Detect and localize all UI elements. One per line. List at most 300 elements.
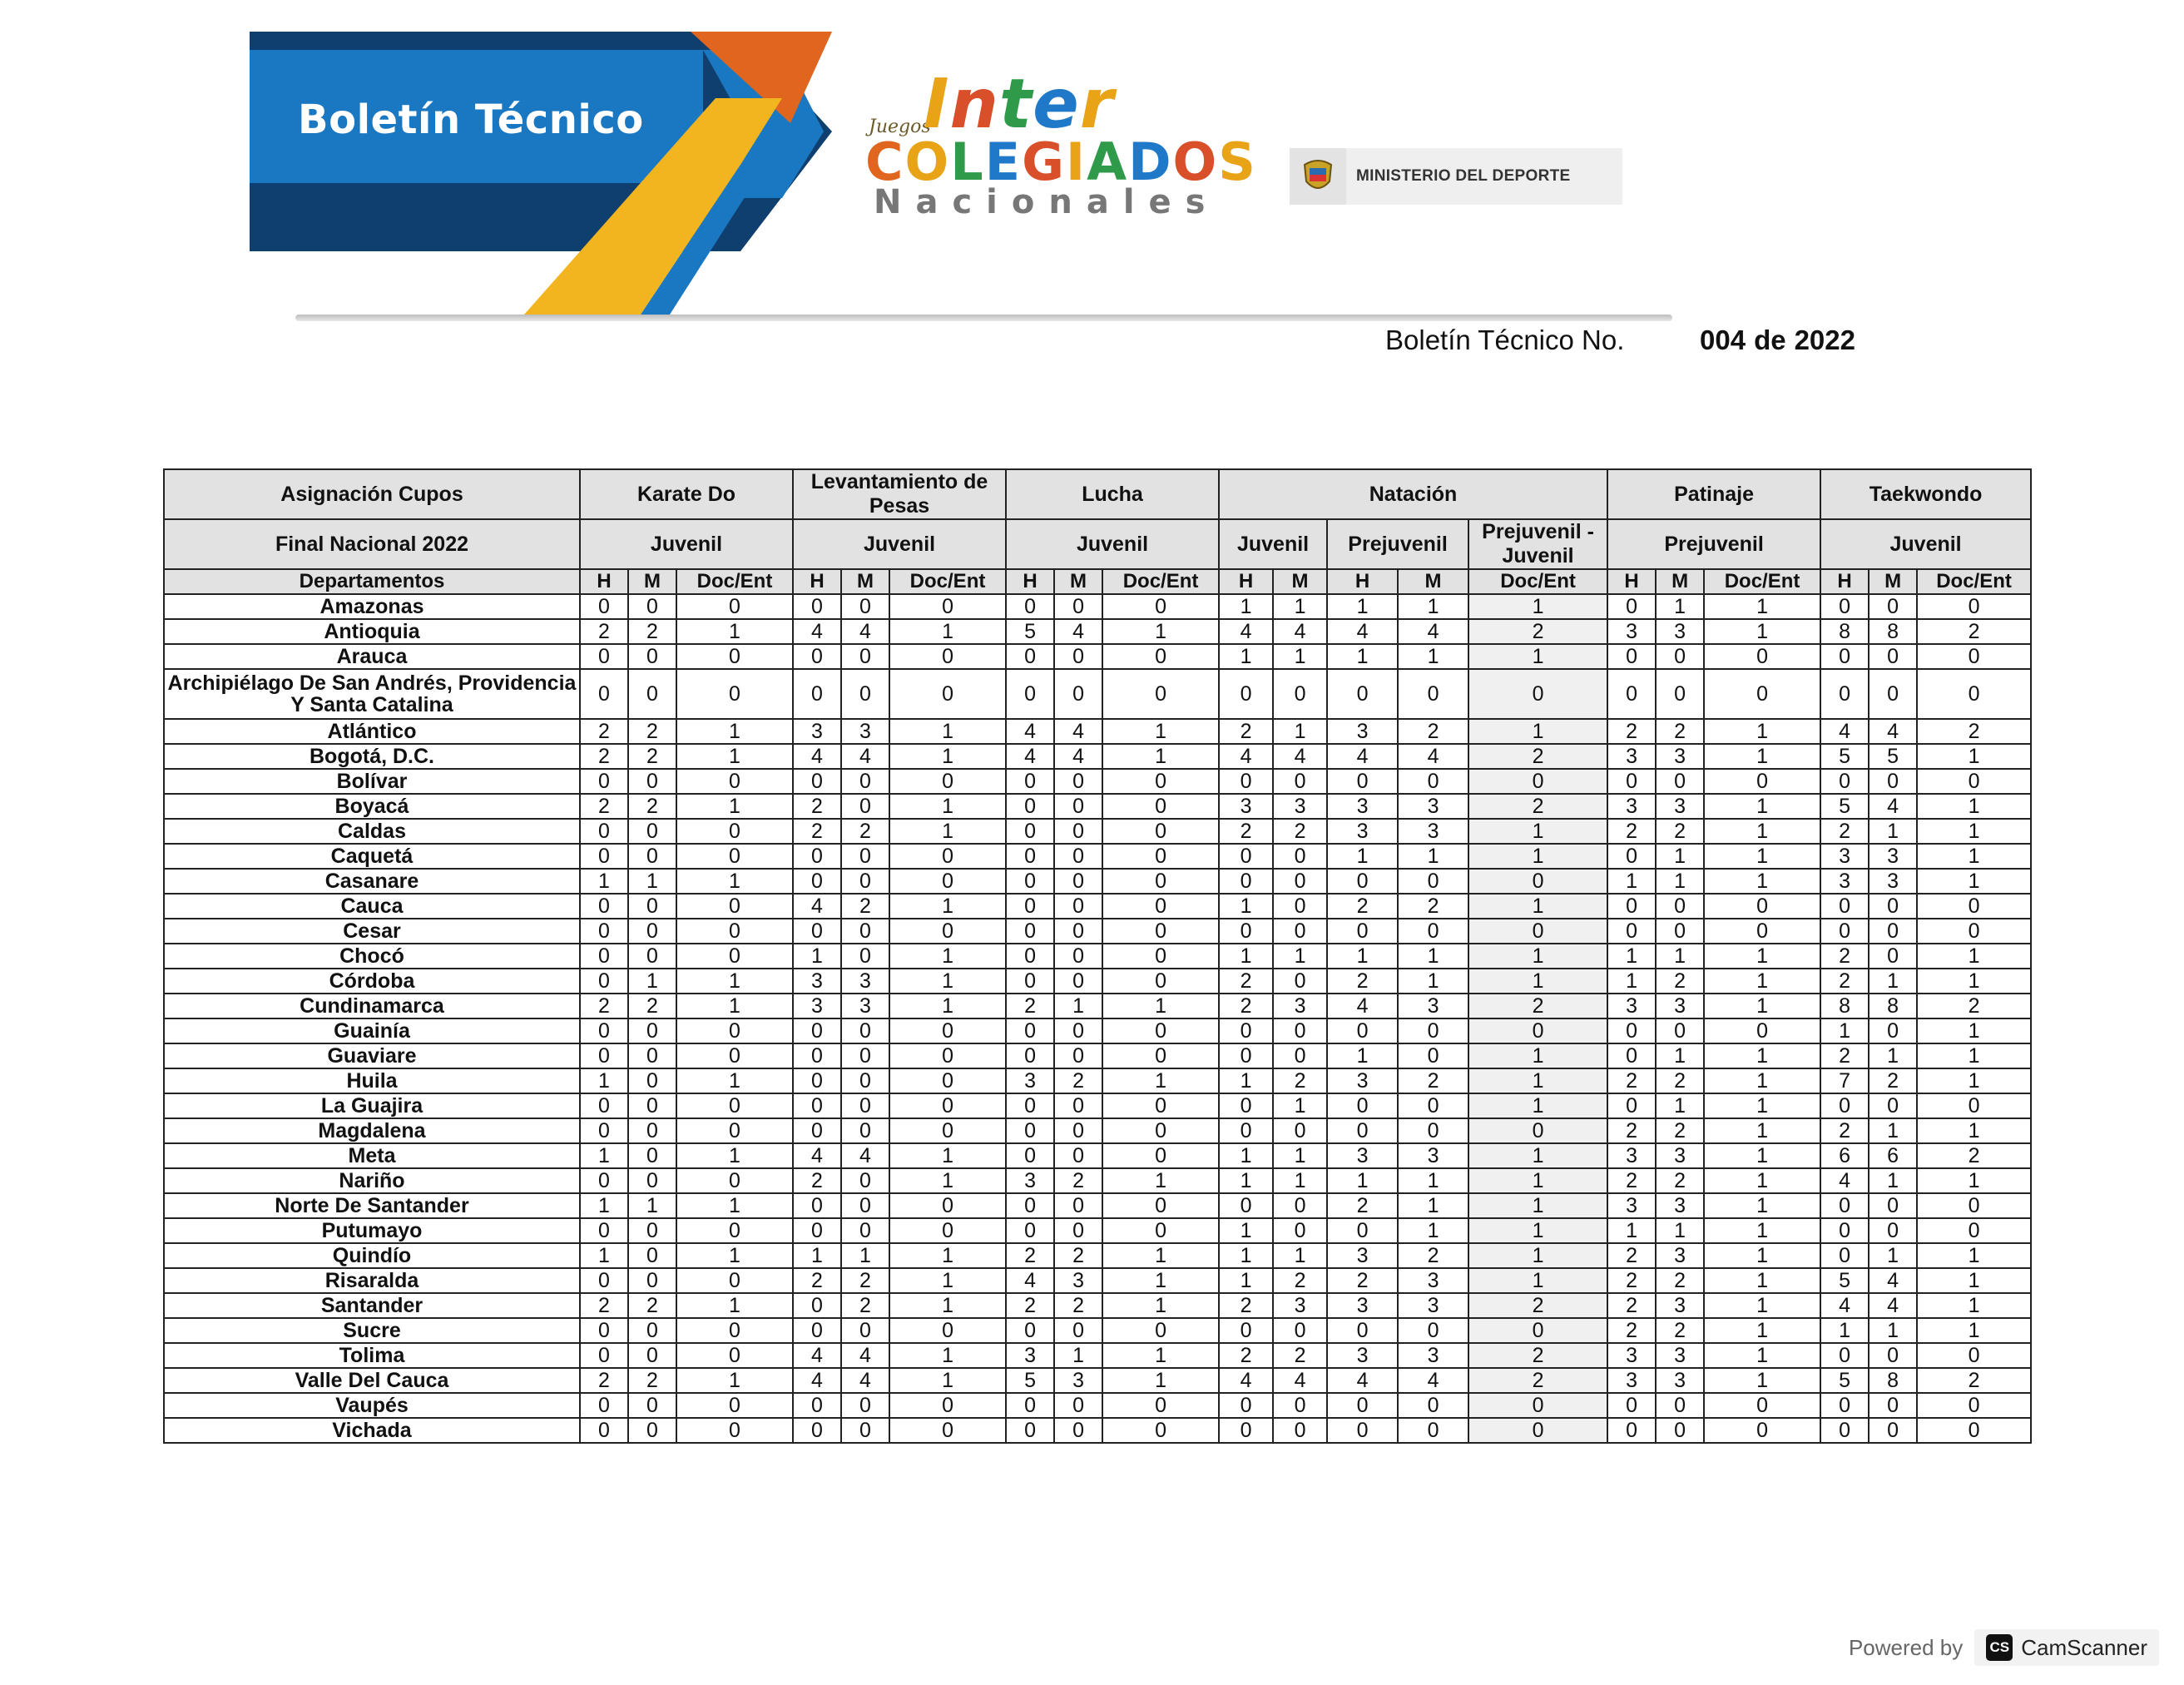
quota-cell: 1	[889, 1268, 1006, 1293]
logo-inter-text: Inter	[924, 65, 1115, 144]
quota-cell: 0	[1398, 669, 1468, 719]
quota-cell: 0	[1327, 1093, 1398, 1118]
category-levantamiento: Juvenil	[793, 519, 1006, 569]
quota-cell: 0	[889, 1218, 1006, 1243]
quota-cell: 0	[1006, 769, 1054, 794]
quota-cell: 0	[793, 1093, 841, 1118]
quota-cell: 0	[841, 1218, 889, 1243]
table-row	[164, 1168, 2031, 1193]
quota-cell: 1	[1917, 1268, 2031, 1293]
header-taekwondo: Taekwondo	[1820, 469, 2031, 519]
quota-cell: 2	[628, 1368, 676, 1393]
sub-m: M	[1273, 569, 1327, 594]
quota-cell: 4	[1273, 1368, 1327, 1393]
quota-cell: 3	[1869, 869, 1917, 894]
quota-cell: 1	[1219, 1168, 1273, 1193]
quota-cell: 0	[1820, 1218, 1869, 1243]
department-name: Guainía	[164, 1018, 580, 1043]
quota-cell: 3	[1006, 1168, 1054, 1193]
quota-cell: 1	[676, 1293, 793, 1318]
quota-cell: 1	[1917, 819, 2031, 844]
quota-cell: 0	[628, 1118, 676, 1143]
quota-cell: 0	[1820, 594, 1869, 619]
table-row	[164, 994, 2031, 1018]
quota-cell: 2	[1607, 1068, 1656, 1093]
quota-cell: 3	[1006, 1343, 1054, 1368]
quota-cell: 1	[1219, 1243, 1273, 1268]
quota-cell: 0	[1820, 1393, 1869, 1418]
quota-cell: 0	[1398, 1043, 1468, 1068]
quota-cell: 1	[1273, 1243, 1327, 1268]
quota-cell: 1	[1468, 819, 1607, 844]
quota-cell: 0	[1468, 1393, 1607, 1418]
quota-cell: 1	[1398, 969, 1468, 994]
quota-cell: 0	[1820, 1093, 1869, 1118]
quota-cell: 2	[841, 1268, 889, 1293]
quota-cell: 1	[1704, 869, 1820, 894]
quota-cell: 1	[1398, 594, 1468, 619]
quota-cell: 2	[793, 794, 841, 819]
allocation-table-body	[164, 594, 2031, 1443]
quota-cell: 0	[1917, 1218, 2031, 1243]
quota-cell: 0	[628, 1093, 676, 1118]
department-name: Casanare	[164, 869, 580, 894]
intercolegiados-logo	[865, 65, 1257, 231]
quota-cell: 0	[1869, 1218, 1917, 1243]
quota-cell: 1	[580, 1143, 628, 1168]
quota-cell: 0	[676, 1218, 793, 1243]
quota-cell: 0	[1820, 919, 1869, 944]
quota-cell: 1	[1917, 744, 2031, 769]
quota-cell: 2	[1656, 1268, 1704, 1293]
department-name: Risaralda	[164, 1268, 580, 1293]
quota-cell: 0	[580, 819, 628, 844]
quota-cell: 1	[1704, 819, 1820, 844]
quota-cell: 0	[1820, 1193, 1869, 1218]
logo-juegos-text: Juegos	[869, 116, 931, 137]
quota-cell: 1	[1704, 1143, 1820, 1168]
quota-cell: 2	[1398, 719, 1468, 744]
quota-cell: 0	[580, 1268, 628, 1293]
quota-cell: 0	[841, 869, 889, 894]
quota-cell: 1	[1917, 869, 2031, 894]
quota-cell: 2	[628, 719, 676, 744]
table-row	[164, 844, 2031, 869]
quota-cell: 2	[1917, 994, 2031, 1018]
quota-cell: 5	[1006, 619, 1054, 644]
quota-cell: 1	[1917, 844, 2031, 869]
quota-cell: 0	[676, 669, 793, 719]
quota-cell: 0	[1917, 644, 2031, 669]
quota-cell: 0	[1102, 769, 1219, 794]
quota-cell: 0	[1102, 969, 1219, 994]
quota-cell: 0	[1273, 969, 1327, 994]
quota-cell: 1	[1917, 794, 2031, 819]
header-asignacion-cupos: Asignación Cupos	[164, 469, 580, 519]
quota-cell: 1	[1656, 1218, 1704, 1243]
quota-cell: 0	[628, 894, 676, 919]
quota-cell: 0	[1656, 894, 1704, 919]
quota-cell: 0	[1607, 1093, 1656, 1118]
table-row	[164, 1268, 2031, 1293]
header-levantamiento-pesas: Levantamiento de Pesas	[793, 469, 1006, 519]
quota-cell: 0	[1219, 1318, 1273, 1343]
quota-cell: 8	[1820, 994, 1869, 1018]
department-name: Guaviare	[164, 1043, 580, 1068]
quota-cell: 1	[1468, 1193, 1607, 1218]
quota-cell: 0	[889, 1318, 1006, 1343]
quota-cell: 1	[1656, 844, 1704, 869]
quota-cell: 1	[1102, 1243, 1219, 1268]
header-divider	[295, 315, 1672, 321]
quota-cell: 0	[1607, 644, 1656, 669]
department-name: Magdalena	[164, 1118, 580, 1143]
table-row	[164, 1368, 2031, 1393]
quota-cell: 3	[1607, 794, 1656, 819]
quota-cell: 3	[793, 719, 841, 744]
quota-cell: 0	[1219, 1043, 1273, 1068]
quota-cell: 1	[1327, 594, 1398, 619]
quota-cell: 0	[580, 1043, 628, 1068]
quota-cell: 0	[1327, 1418, 1398, 1443]
quota-cell: 0	[1607, 894, 1656, 919]
table-row	[164, 869, 2031, 894]
quota-cell: 0	[676, 1168, 793, 1193]
quota-cell: 2	[841, 1293, 889, 1318]
quota-cell: 0	[793, 1118, 841, 1143]
department-name: Cundinamarca	[164, 994, 580, 1018]
quota-cell: 1	[889, 894, 1006, 919]
quota-cell: 0	[793, 1393, 841, 1418]
quota-cell: 0	[1006, 844, 1054, 869]
boletin-banner	[250, 32, 840, 315]
quota-cell: 0	[1006, 1393, 1054, 1418]
quota-cell: 0	[1054, 1218, 1102, 1243]
quota-cell: 1	[1704, 969, 1820, 994]
quota-cell: 1	[1468, 594, 1607, 619]
quota-cell: 0	[628, 669, 676, 719]
quota-cell: 1	[1704, 744, 1820, 769]
quota-cell: 0	[793, 1218, 841, 1243]
quota-cell: 0	[1917, 894, 2031, 919]
category-lucha: Juvenil	[1006, 519, 1219, 569]
quota-cell: 3	[1398, 1143, 1468, 1168]
quota-cell: 2	[1820, 1118, 1869, 1143]
quota-cell: 1	[1869, 819, 1917, 844]
header-natacion: Natación	[1219, 469, 1607, 519]
quota-cell: 3	[1054, 1368, 1102, 1393]
quota-cell: 0	[1006, 869, 1054, 894]
category-karate: Juvenil	[580, 519, 793, 569]
quota-cell: 4	[1820, 1293, 1869, 1318]
header-karate-do: Karate Do	[580, 469, 793, 519]
quota-cell: 1	[676, 1243, 793, 1268]
department-name: Vichada	[164, 1418, 580, 1443]
quota-cell: 3	[1820, 844, 1869, 869]
quota-cell: 1	[1704, 594, 1820, 619]
department-name: Nariño	[164, 1168, 580, 1193]
department-name: Huila	[164, 1068, 580, 1093]
quota-cell: 4	[793, 619, 841, 644]
sub-doc: Doc/Ent	[1102, 569, 1219, 594]
quota-cell: 1	[1468, 844, 1607, 869]
department-name: Vaupés	[164, 1393, 580, 1418]
quota-cell: 0	[1006, 1093, 1054, 1118]
quota-cell: 1	[1219, 944, 1273, 969]
quota-cell: 1	[676, 994, 793, 1018]
quota-cell: 4	[1219, 744, 1273, 769]
department-name: Norte De Santander	[164, 1193, 580, 1218]
department-name: Antioquia	[164, 619, 580, 644]
quota-cell: 2	[1468, 1293, 1607, 1318]
quota-cell: 0	[580, 1093, 628, 1118]
quota-cell: 0	[841, 769, 889, 794]
allocation-table-wrapper	[163, 468, 2032, 1444]
department-name: La Guajira	[164, 1093, 580, 1118]
quota-cell: 1	[1656, 869, 1704, 894]
quota-cell: 2	[1054, 1168, 1102, 1193]
quota-cell: 0	[628, 1218, 676, 1243]
quota-cell: 1	[1704, 944, 1820, 969]
quota-cell: 1	[889, 744, 1006, 769]
quota-cell: 0	[1054, 1418, 1102, 1443]
table-row	[164, 669, 2031, 719]
quota-cell: 0	[628, 944, 676, 969]
quota-cell: 2	[1219, 969, 1273, 994]
quota-cell: 0	[1006, 944, 1054, 969]
table-row	[164, 1393, 2031, 1418]
quota-cell: 1	[1607, 1218, 1656, 1243]
sub-doc: Doc/Ent	[1468, 569, 1607, 594]
quota-cell: 0	[793, 594, 841, 619]
quota-cell: 0	[1219, 669, 1273, 719]
quota-cell: 0	[1054, 644, 1102, 669]
quota-cell: 0	[1656, 1018, 1704, 1043]
table-row	[164, 919, 2031, 944]
header-departamentos: Departamentos	[164, 569, 580, 594]
quota-cell: 0	[793, 1193, 841, 1218]
quota-cell: 2	[1219, 819, 1273, 844]
quota-cell: 2	[1468, 794, 1607, 819]
quota-cell: 5	[1820, 1268, 1869, 1293]
quota-cell: 0	[1273, 844, 1327, 869]
department-name: Valle Del Cauca	[164, 1368, 580, 1393]
quota-cell: 1	[889, 794, 1006, 819]
quota-cell: 1	[1704, 1343, 1820, 1368]
quota-cell: 3	[1327, 1143, 1398, 1168]
quota-cell: 0	[841, 944, 889, 969]
category-natacion-prejuvenil: Prejuvenil	[1327, 519, 1468, 569]
quota-cell: 1	[889, 994, 1006, 1018]
quota-cell: 3	[1656, 794, 1704, 819]
quota-cell: 0	[628, 1143, 676, 1168]
quota-cell: 0	[1054, 919, 1102, 944]
quota-cell: 0	[1468, 919, 1607, 944]
quota-cell: 1	[1102, 1293, 1219, 1318]
quota-cell: 0	[889, 919, 1006, 944]
quota-cell: 0	[1869, 1343, 1917, 1368]
quota-cell: 1	[1656, 1043, 1704, 1068]
quota-cell: 0	[1327, 1318, 1398, 1343]
quota-cell: 3	[1607, 1143, 1656, 1168]
quota-cell: 1	[1398, 644, 1468, 669]
quota-cell: 1	[1917, 1318, 2031, 1343]
quota-cell: 1	[1607, 869, 1656, 894]
quota-cell: 0	[1820, 669, 1869, 719]
quota-cell: 0	[1820, 894, 1869, 919]
quota-cell: 3	[1327, 1243, 1398, 1268]
quota-cell: 0	[1006, 1143, 1054, 1168]
quota-cell: 1	[1468, 1218, 1607, 1243]
quota-cell: 5	[1820, 794, 1869, 819]
quota-cell: 0	[1398, 1093, 1468, 1118]
quota-cell: 1	[1398, 1193, 1468, 1218]
quota-cell: 0	[1054, 894, 1102, 919]
quota-cell: 3	[1398, 819, 1468, 844]
quota-cell: 1	[1704, 1043, 1820, 1068]
department-name: Archipiélago De San Andrés, Providencia Y Santa Catalina	[164, 669, 580, 719]
quota-cell: 1	[1869, 1243, 1917, 1268]
quota-cell: 0	[580, 894, 628, 919]
quota-cell: 1	[1704, 1243, 1820, 1268]
quota-cell: 0	[1006, 1193, 1054, 1218]
quota-cell: 0	[793, 1318, 841, 1343]
quota-cell: 1	[1273, 594, 1327, 619]
quota-cell: 0	[1102, 644, 1219, 669]
quota-cell: 1	[1102, 1343, 1219, 1368]
quota-cell: 3	[1219, 794, 1273, 819]
quota-cell: 4	[1869, 794, 1917, 819]
quota-cell: 5	[1820, 744, 1869, 769]
table-row	[164, 1043, 2031, 1068]
quota-cell: 3	[1327, 1068, 1398, 1093]
quota-cell: 0	[1273, 1043, 1327, 1068]
quota-cell: 0	[1704, 669, 1820, 719]
sub-m: M	[1398, 569, 1468, 594]
quota-cell: 1	[1917, 944, 2031, 969]
quota-cell: 1	[1704, 719, 1820, 744]
quota-cell: 1	[1054, 1343, 1102, 1368]
quota-cell: 0	[1656, 669, 1704, 719]
quota-cell: 8	[1869, 1368, 1917, 1393]
quota-cell: 0	[628, 1068, 676, 1093]
quota-cell: 1	[1102, 1068, 1219, 1093]
quota-cell: 2	[1820, 819, 1869, 844]
quota-cell: 0	[1006, 1218, 1054, 1243]
quota-cell: 0	[1273, 1318, 1327, 1343]
quota-cell: 0	[841, 1043, 889, 1068]
department-name: Bolívar	[164, 769, 580, 794]
table-row	[164, 894, 2031, 919]
quota-cell: 0	[841, 1068, 889, 1093]
quota-cell: 2	[1869, 1068, 1917, 1093]
ministerio-badge	[1290, 148, 1622, 205]
quota-cell: 1	[1468, 1268, 1607, 1293]
quota-cell: 0	[1607, 1043, 1656, 1068]
quota-cell: 0	[841, 844, 889, 869]
quota-cell: 0	[1607, 1018, 1656, 1043]
quota-cell: 0	[628, 1043, 676, 1068]
quota-cell: 0	[580, 1418, 628, 1443]
quota-cell: 0	[1917, 769, 2031, 794]
quota-cell: 0	[676, 1393, 793, 1418]
header-patinaje: Patinaje	[1607, 469, 1820, 519]
quota-cell: 0	[1273, 1193, 1327, 1218]
quota-cell: 3	[1656, 744, 1704, 769]
quota-cell: 4	[1869, 1268, 1917, 1293]
quota-cell: 1	[1917, 1018, 2031, 1043]
quota-cell: 2	[1656, 719, 1704, 744]
banner-graphic	[250, 32, 840, 315]
quota-cell: 0	[1006, 644, 1054, 669]
quota-cell: 0	[1917, 669, 2031, 719]
quota-cell: 0	[1054, 594, 1102, 619]
quota-cell: 0	[1656, 1418, 1704, 1443]
quota-cell: 1	[1820, 1318, 1869, 1343]
sub-doc: Doc/Ent	[1704, 569, 1820, 594]
quota-cell: 2	[1656, 1318, 1704, 1343]
quota-cell: 0	[841, 1093, 889, 1118]
table-row	[164, 1193, 2031, 1218]
quota-cell: 1	[1468, 644, 1607, 669]
quota-cell: 1	[1219, 1268, 1273, 1293]
quota-cell: 0	[628, 644, 676, 669]
quota-cell: 0	[1219, 869, 1273, 894]
quota-cell: 0	[1398, 919, 1468, 944]
category-patinaje: Prejuvenil	[1607, 519, 1820, 569]
quota-cell: 2	[1607, 819, 1656, 844]
quota-cell: 1	[889, 1243, 1006, 1268]
quota-cell: 1	[1273, 719, 1327, 744]
quota-cell: 1	[1468, 969, 1607, 994]
quota-cell: 0	[676, 894, 793, 919]
quota-cell: 0	[676, 1418, 793, 1443]
quota-cell: 2	[1219, 719, 1273, 744]
quota-cell: 1	[1704, 1093, 1820, 1118]
quota-cell: 2	[1820, 969, 1869, 994]
quota-cell: 2	[1327, 894, 1398, 919]
sub-h: H	[1607, 569, 1656, 594]
quota-cell: 1	[1102, 619, 1219, 644]
table-row	[164, 1143, 2031, 1168]
quota-cell: 0	[1273, 869, 1327, 894]
quota-cell: 2	[1656, 1118, 1704, 1143]
quota-cell: 2	[1468, 744, 1607, 769]
quota-cell: 5	[1820, 1368, 1869, 1393]
quota-cell: 2	[628, 1293, 676, 1318]
quota-cell: 0	[1054, 1318, 1102, 1343]
quota-cell: 1	[1102, 1268, 1219, 1293]
quota-cell: 0	[676, 819, 793, 844]
quota-cell: 0	[889, 594, 1006, 619]
quota-cell: 0	[1273, 1218, 1327, 1243]
sub-h: H	[1006, 569, 1054, 594]
quota-cell: 0	[1607, 844, 1656, 869]
quota-cell: 1	[676, 1143, 793, 1168]
quota-cell: 0	[1656, 1393, 1704, 1418]
quota-cell: 1	[1468, 1093, 1607, 1118]
department-name: Tolima	[164, 1343, 580, 1368]
quota-cell: 4	[1327, 1368, 1398, 1393]
quota-cell: 3	[841, 994, 889, 1018]
quota-cell: 3	[1607, 1193, 1656, 1218]
quota-cell: 0	[1656, 919, 1704, 944]
quota-cell: 2	[1327, 1268, 1398, 1293]
quota-cell: 0	[676, 1118, 793, 1143]
quota-cell: 1	[793, 1243, 841, 1268]
quota-cell: 0	[841, 1418, 889, 1443]
quota-cell: 0	[889, 769, 1006, 794]
